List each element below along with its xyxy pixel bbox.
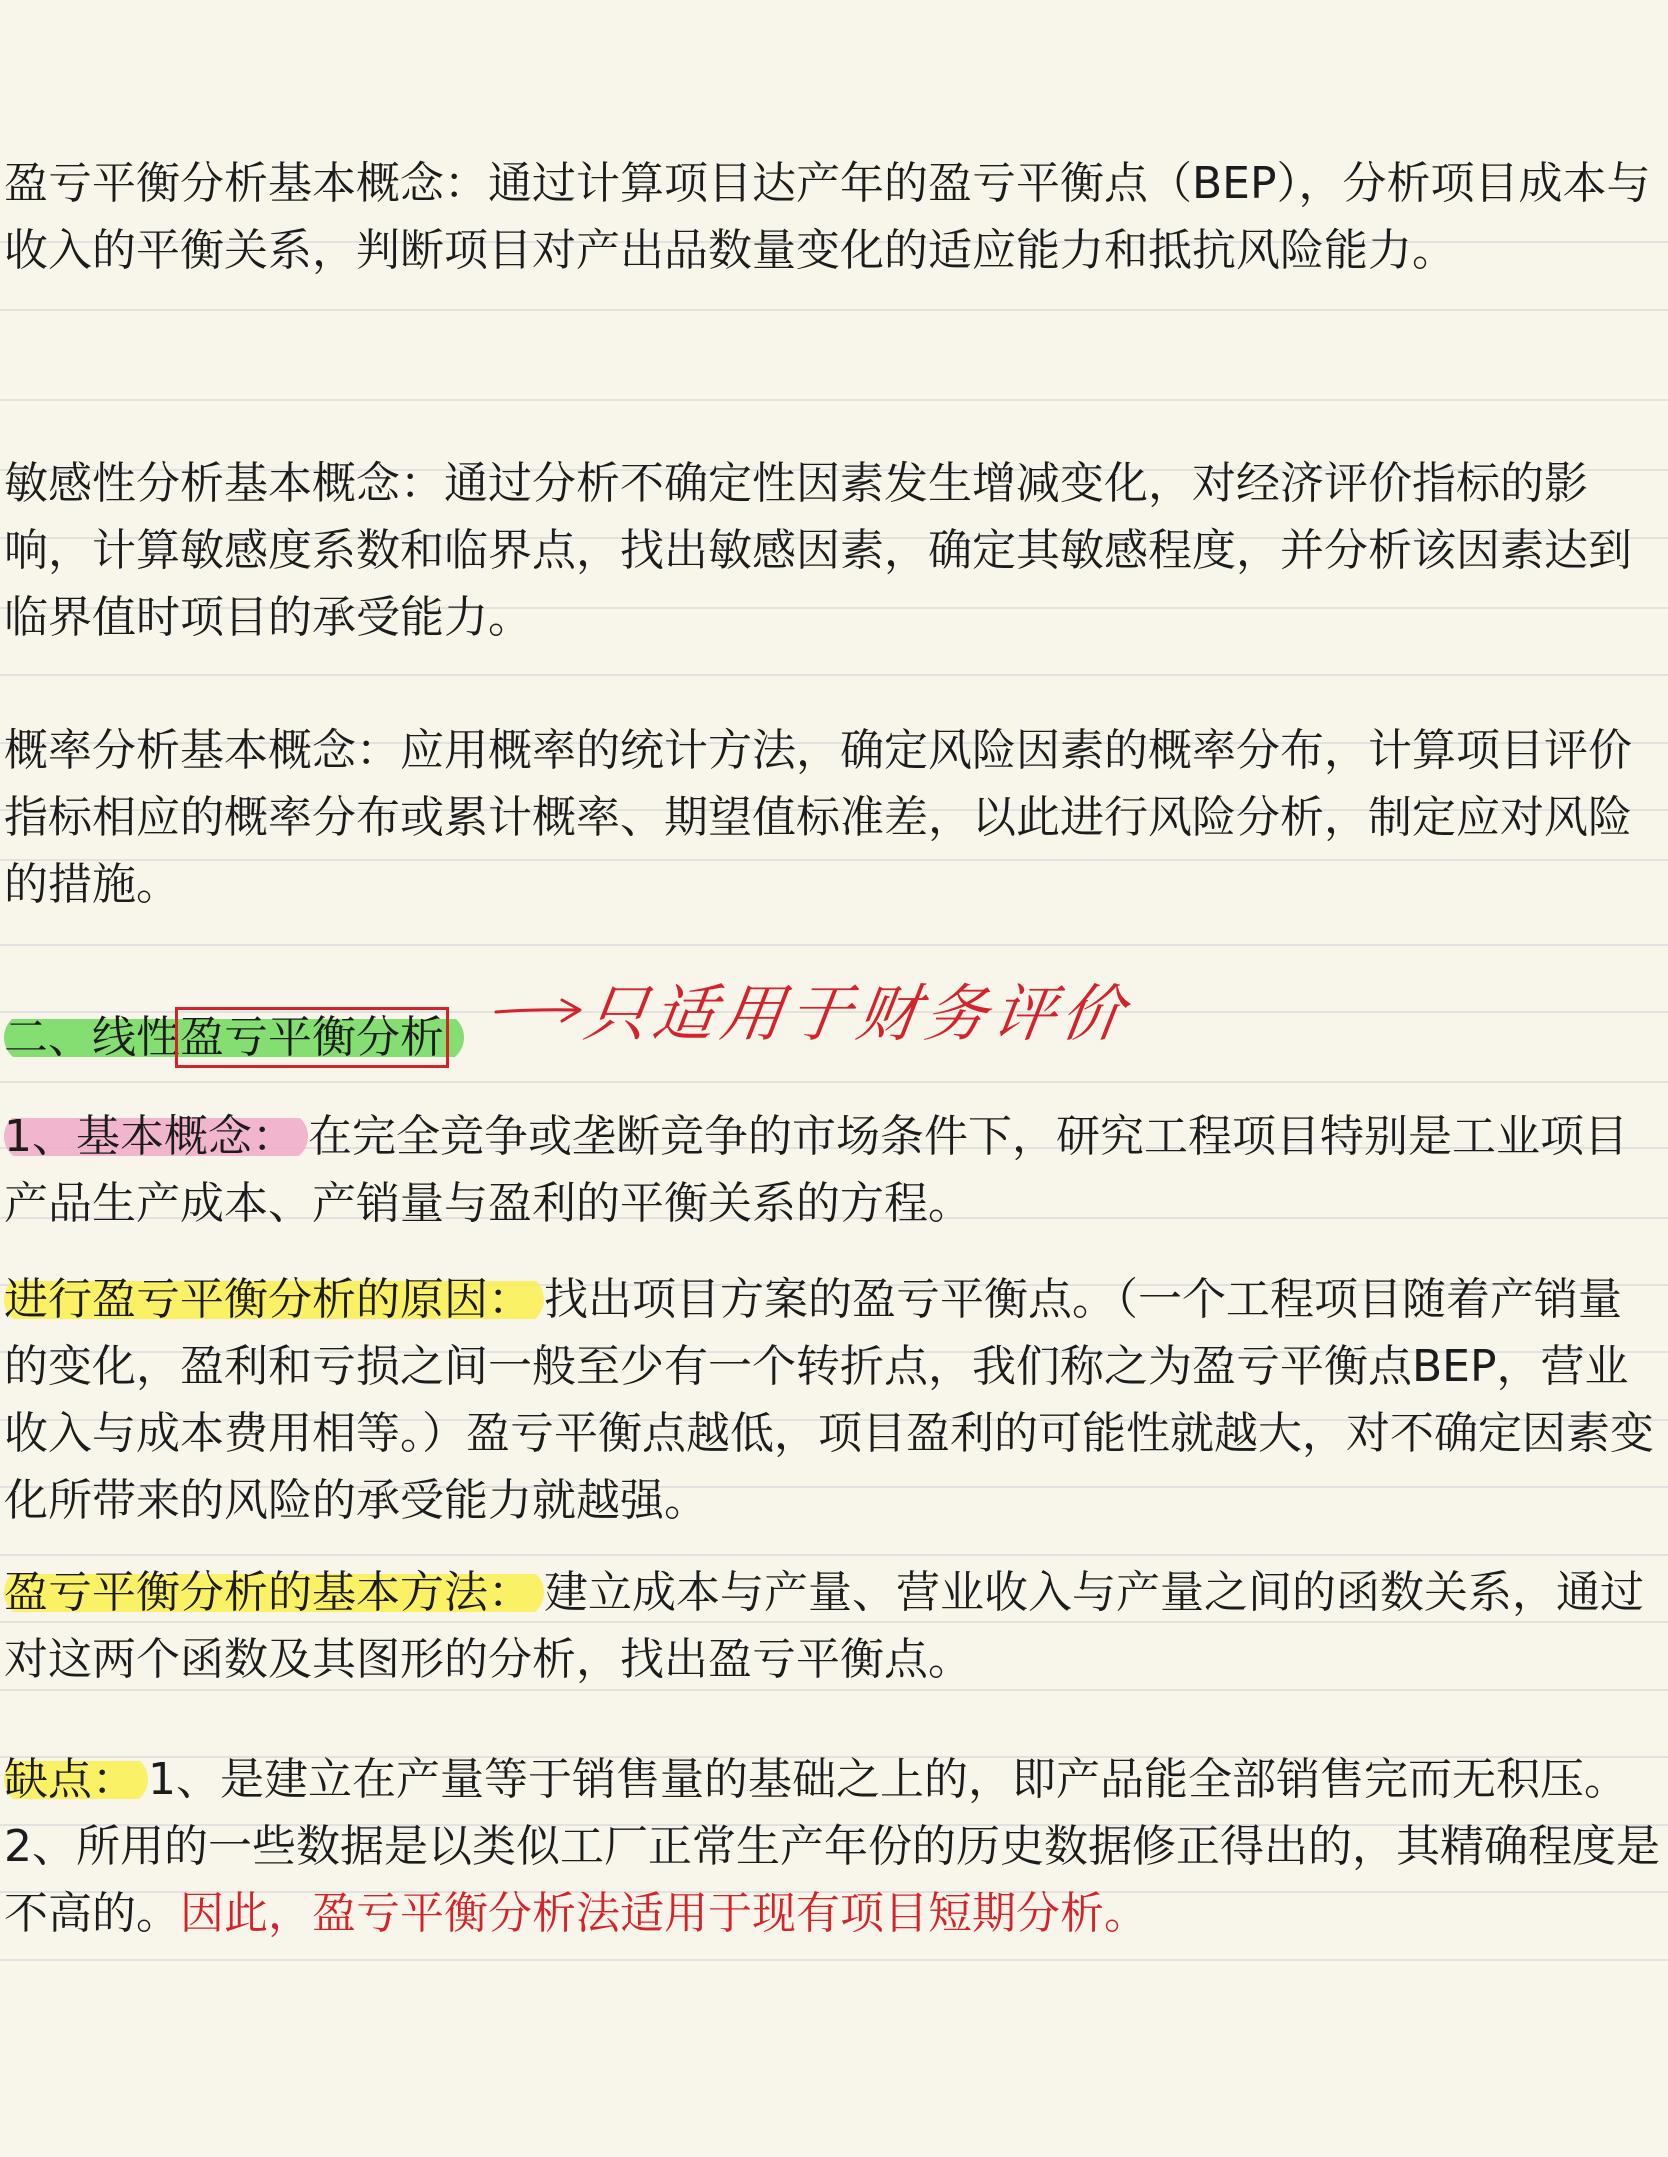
method-label: 盈亏平衡分析的基本方法： <box>4 1567 544 1618</box>
basic-concept-paragraph <box>4 1103 1664 1237</box>
sensitivity-concept-paragraph: 敏感性分析基本概念：通过分析不确定性因素发生增减变化，对经济评价指标的影响，计算敏感度系数和临界点，找出敏感因素，确定其敏感程度，并分析该因素达到临界值时项目的承受能力。 <box>4 458 1632 643</box>
method-paragraph <box>4 1559 1664 1693</box>
basic-concept-text: 在完全竞争或垄断竞争的市场条件下，研究工程项目特别是工业项目产品生产成本、产销量与盈利的平衡关系的方程。 <box>4 1111 1628 1229</box>
heading-prefix: 二、线性 <box>4 1012 180 1063</box>
drawback-text: 1、是建立在产量等于销售量的基础之上的，即产品能全部销售完而无积压。2、所用的一些数据是以类似工厂正常生产年份的历史数据修正得出的，其精确程度是不高的。 <box>4 1754 1660 1939</box>
basic-concept-label: 1、基本概念： <box>4 1111 308 1162</box>
heading-highlight <box>4 1012 464 1063</box>
handwritten-annotation: 只适用于财务评价 <box>580 977 1135 1050</box>
drawback-conclusion: 因此，盈亏平衡分析法适用于现有项目短期分析。 <box>180 1888 1148 1939</box>
arrow-icon <box>494 996 586 1026</box>
probability-concept-paragraph: 概率分析基本概念：应用概率的统计方法，确定风险因素的概率分布，计算项目评价指标相应的概率分布或累计概率、期望值标准差，以此进行风险分析，制定应对风险的措施。 <box>4 725 1632 910</box>
method-text: 建立成本与产量、营业收入与产量之间的函数关系，通过对这两个函数及其图形的分析，找出盈亏平衡点。 <box>4 1567 1644 1685</box>
bep-concept-paragraph: 盈亏平衡分析基本概念：通过计算项目达产年的盈亏平衡点（BEP），分析项目成本与收入的平衡关系，判断项目对产出品数量变化的适应能力和抵抗风险能力。 <box>4 158 1651 276</box>
reason-label: 进行盈亏平衡分析的原因： <box>4 1274 544 1325</box>
drawback-paragraph <box>4 1746 1664 1947</box>
drawback-label: 缺点： <box>4 1754 148 1805</box>
heading-boxed-term: 盈亏平衡分析 <box>180 1012 444 1063</box>
reason-paragraph <box>4 1266 1664 1534</box>
reason-text: 找出项目方案的盈亏平衡点。（一个工程项目随着产销量的变化，盈利和亏损之间一般至少有一个转折点，我们称之为盈亏平衡点BEP，营业收入与成本费用相等。）盈亏平衡点越低，项目盈利的可能性就越大，对不确定因素变化所带来的风险的承受能力就越强。 <box>4 1274 1654 1526</box>
